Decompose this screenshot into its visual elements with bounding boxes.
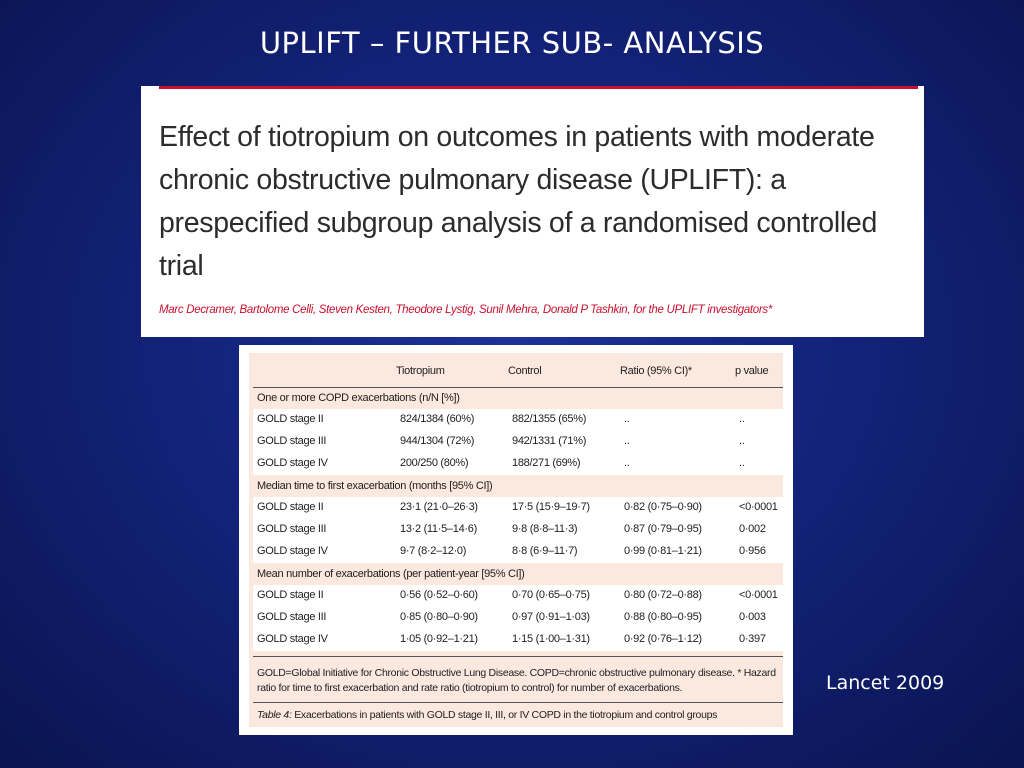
cell-ratio: 0·88 (0·80–0·95) <box>624 611 702 623</box>
cell-p-value: .. <box>739 457 745 469</box>
paper-header <box>141 86 924 337</box>
paper-header-rule <box>159 86 918 89</box>
table-bottom-divider <box>253 656 783 657</box>
cell-control: 9·8 (8·8–11·3) <box>512 523 578 535</box>
cell-ratio: .. <box>624 435 630 447</box>
cell-p-value: 0·003 <box>739 611 766 623</box>
section-title: Mean number of exacerbations (per patient-year [95% CI]) <box>257 568 525 580</box>
paper-authors: Marc Decramer, Bartolome Celli, Steven Kesten, Theodore Lystig, Sunil Mehra, Donald P Tashkin, for the UPLIFT investigators* <box>159 304 773 316</box>
section-title: Median time to first exacerbation (months [95% CI]) <box>257 480 493 492</box>
cell-control: 17·5 (15·9–19·7) <box>512 501 590 513</box>
caption-text: Exacerbations in patients with GOLD stage II, III, or IV COPD in the tiotropium and control groups <box>291 709 718 721</box>
table-row <box>253 607 783 629</box>
row-label: GOLD stage II <box>257 413 324 425</box>
cell-p-value: 0·002 <box>739 523 766 535</box>
header-control: Control <box>508 365 542 377</box>
table-caption <box>257 709 783 721</box>
header-p-value: p value <box>735 365 769 377</box>
header-ratio: Ratio (95% CI)* <box>620 365 692 377</box>
row-label: GOLD stage III <box>257 611 327 623</box>
cell-p-value: <0·0001 <box>739 501 778 513</box>
cell-tiotropium: 1·05 (0·92–1·21) <box>400 633 478 645</box>
table-row <box>253 409 783 431</box>
table-row <box>253 431 783 453</box>
table-header-row <box>249 353 783 387</box>
row-label: GOLD stage III <box>257 523 327 535</box>
citation-source: Lancet 2009 <box>826 672 945 694</box>
cell-ratio: 0·99 (0·81–1·21) <box>624 545 702 557</box>
cell-control: 8·8 (6·9–11·7) <box>512 545 578 557</box>
results-table <box>249 353 783 727</box>
cell-control: 0·70 (0·65–0·75) <box>512 589 590 601</box>
cell-p-value: .. <box>739 435 745 447</box>
row-label: GOLD stage IV <box>257 457 328 469</box>
table-row <box>253 497 783 519</box>
results-table-card <box>239 345 793 735</box>
cell-ratio: 0·80 (0·72–0·88) <box>624 589 702 601</box>
table-row <box>253 585 783 607</box>
header-divider <box>253 387 783 388</box>
section-title-row <box>249 565 783 585</box>
cell-ratio: .. <box>624 457 630 469</box>
cell-tiotropium: 944/1304 (72%) <box>400 435 475 447</box>
cell-tiotropium: 23·1 (21·0–26·3) <box>400 501 478 513</box>
cell-p-value: 0·397 <box>739 633 766 645</box>
cell-control: 188/271 (69%) <box>512 457 581 469</box>
header-tiotropium: Tiotropium <box>396 365 445 377</box>
caption-divider <box>253 702 783 703</box>
section-title-row <box>249 389 783 409</box>
table-row <box>253 629 783 651</box>
row-label: GOLD stage IV <box>257 545 328 557</box>
cell-control: 942/1331 (71%) <box>512 435 587 447</box>
cell-ratio: 0·87 (0·79–0·95) <box>624 523 702 535</box>
row-label: GOLD stage II <box>257 501 324 513</box>
cell-p-value: <0·0001 <box>739 589 778 601</box>
row-label: GOLD stage IV <box>257 633 328 645</box>
cell-p-value: 0·956 <box>739 545 766 557</box>
table-footnote: GOLD=Global Initiative for Chronic Obstructive Lung Disease. COPD=chronic obstructive pulmonary disease. * Hazard ratio for time to first exacerbation and rate ratio (tiotropium to control) for number of exacerbations. <box>257 667 776 694</box>
slide-title: UPLIFT – FURTHER SUB- ANALYSIS <box>259 26 765 60</box>
cell-control: 1·15 (1·00–1·31) <box>512 633 590 645</box>
row-label: GOLD stage III <box>257 435 327 447</box>
cell-ratio: 0·82 (0·75–0·90) <box>624 501 702 513</box>
table-row <box>253 519 783 541</box>
cell-tiotropium: 0·85 (0·80–0·90) <box>400 611 478 623</box>
section-title: One or more COPD exacerbations (n/N [%]) <box>257 392 460 404</box>
row-label: GOLD stage II <box>257 589 324 601</box>
cell-tiotropium: 200/250 (80%) <box>400 457 469 469</box>
cell-tiotropium: 824/1384 (60%) <box>400 413 475 425</box>
caption-label: Table 4: <box>257 709 292 721</box>
cell-control: 0·97 (0·91–1·03) <box>512 611 590 623</box>
cell-tiotropium: 9·7 (8·2–12·0) <box>400 545 467 557</box>
cell-tiotropium: 13·2 (11·5–14·6) <box>400 523 477 535</box>
table-row <box>253 453 783 475</box>
cell-ratio: .. <box>624 413 630 425</box>
cell-p-value: .. <box>739 413 745 425</box>
cell-ratio: 0·92 (0·76–1·12) <box>624 633 702 645</box>
table-row <box>253 541 783 563</box>
paper-title: Effect of tiotropium on outcomes in patients with moderate chronic obstructive pulmonary disease (UPLIFT): a prespecified subgroup analysis of a randomised controlled trial <box>159 121 878 282</box>
section-title-row <box>249 477 783 497</box>
cell-control: 882/1355 (65%) <box>512 413 587 425</box>
cell-tiotropium: 0·56 (0·52–0·60) <box>400 589 478 601</box>
